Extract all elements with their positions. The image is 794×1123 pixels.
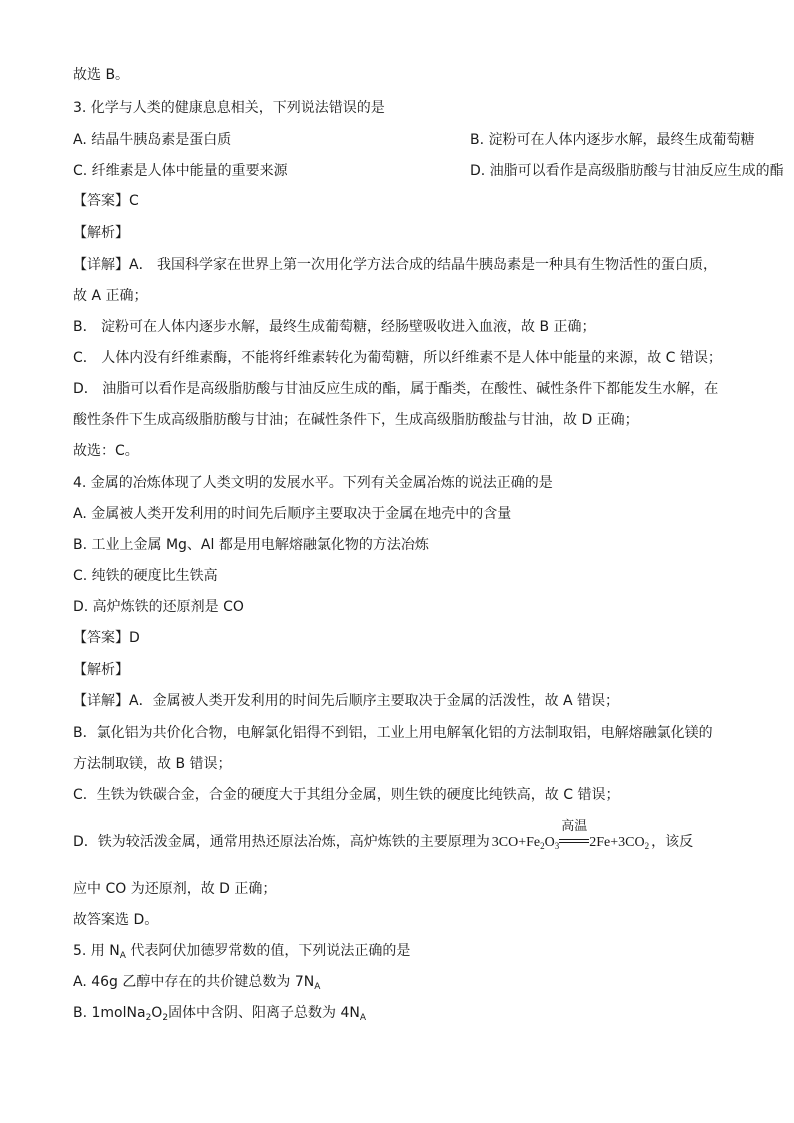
q3-option-row-2 bbox=[73, 161, 784, 181]
q4-stem: 4. 金属的冶炼体现了人类文明的发展水平。下列有关金属冶炼的说法正确的是 bbox=[73, 475, 553, 491]
eq-reactant-text-1: 3CO+Fe bbox=[491, 835, 541, 850]
q4-option-a: A. 金属被人类开发利用的时间先后顺序主要取决于金属在地壳中的含量 bbox=[73, 506, 512, 522]
q4-detail-line-6: 应中 CO 为还原剂，故 D 正确； bbox=[73, 881, 277, 897]
reaction-condition: 高温 bbox=[561, 818, 588, 834]
q4-detail-line-1: 【详解】A．金属被人类开发利用的时间先后顺序主要取决于金属的活泼性，故 A 错误； bbox=[73, 693, 620, 709]
q3-answer: 【答案】C bbox=[73, 193, 139, 209]
eq-reactant-text-2: O bbox=[544, 835, 555, 850]
q5-stem-text: 5. 用 N bbox=[73, 943, 120, 959]
q3-option-a: A. 结晶牛胰岛素是蛋白质 bbox=[73, 132, 232, 148]
q5-option-a-sub: A bbox=[314, 982, 321, 992]
q3-option-b: B. 淀粉可在人体内逐步水解，最终生成葡萄糖 bbox=[470, 132, 755, 148]
equals-bar-bottom bbox=[559, 842, 589, 843]
q3-detail-line-3: B． 淀粉可在人体内逐步水解，最终生成葡萄糖，经肠壁吸收进入血液，故 B 正确； bbox=[73, 319, 596, 335]
q5-stem bbox=[73, 941, 410, 966]
q3-analysis-title: 【解析】 bbox=[73, 225, 129, 241]
q4-option-d: D. 高炉炼铁的还原剂是 CO bbox=[73, 599, 244, 615]
q3-conclusion: 故选：C。 bbox=[73, 443, 139, 459]
previous-answer-line: 故选 B。 bbox=[73, 67, 130, 83]
eq-product-sub: 2 bbox=[644, 841, 650, 851]
q5-option-b-sub-3: A bbox=[359, 1013, 367, 1023]
q3-stem: 3. 化学与人类的健康息息相关，下列说法错误的是 bbox=[73, 100, 385, 116]
eq-product-text: 2Fe+3CO bbox=[589, 835, 645, 850]
equation-reactants bbox=[492, 835, 559, 850]
q4-detail-line-4: C．生铁为铁碳合金，合金的硬度大于其组分金属，则生铁的硬度比纯铁高，故 C 错误； bbox=[73, 787, 620, 803]
equation-products bbox=[589, 835, 649, 850]
q3-detail-line-1: 【详解】A． 我国科学家在世界上第一次用化学方法合成的结晶牛胰岛素是一种具有生物活性的蛋白质， bbox=[73, 257, 718, 273]
q5-option-a bbox=[73, 972, 320, 997]
q4-detail-line-2: B．氯化铝为共价化合物，电解氯化铝得不到铝，工业上用电解氧化铝的方法制取铝，电解熔融氯化镁的 bbox=[73, 725, 713, 741]
q5-option-b-sub-1: 2 bbox=[145, 1013, 152, 1023]
q5-stem-text-2: 代表阿伏加德罗常数的值，下列说法正确的是 bbox=[125, 943, 411, 959]
q5-option-b bbox=[73, 1003, 366, 1028]
q4-conclusion: 故答案选 D。 bbox=[73, 912, 159, 928]
eq-reactant-sub-2: 3 bbox=[554, 841, 560, 851]
q3-option-row-1 bbox=[73, 130, 755, 150]
q3-option-c: C. 纤维素是人体中能量的重要来源 bbox=[73, 163, 288, 179]
q5-option-b-text-2: O bbox=[151, 1005, 163, 1021]
q4-detail-5-tail: ，该反 bbox=[651, 834, 694, 850]
eq-reactant-sub-1: 2 bbox=[540, 841, 545, 851]
q5-option-a-text: A. 46g 乙醇中存在的共价键总数为 7N bbox=[73, 974, 315, 990]
q5-option-b-text: B. 1molNa bbox=[73, 1005, 146, 1021]
q4-detail-5-text: D．铁为较活泼金属，通常用热还原法冶炼，高炉炼铁的主要原理为 bbox=[73, 834, 490, 850]
q3-detail-line-4: C． 人体内没有纤维素酶，不能将纤维素转化为葡萄糖，所以纤维素不是人体中能量的来源，故 C 错误； bbox=[73, 350, 722, 366]
q3-detail-line-2: 故 A 正确； bbox=[73, 288, 148, 304]
equals-bar-top bbox=[559, 839, 589, 840]
q5-option-b-text-3: 固体中含阴、阳离子总数为 4N bbox=[168, 1005, 360, 1021]
q5-option-b-sub-2: 2 bbox=[162, 1013, 169, 1023]
reaction-condition-equals-sign bbox=[559, 818, 589, 853]
q3-detail-line-6: 酸性条件下生成高级脂肪酸与甘油；在碱性条件下，生成高级脂肪酸盐与甘油，故 D 正确； bbox=[73, 412, 639, 428]
q3-detail-line-5: D． 油脂可以看作是高级脂肪酸与甘油反应生成的酯，属于酯类，在酸性、碱性条件下都能发生水解，在 bbox=[73, 381, 719, 397]
q3-option-d: D. 油脂可以看作是高级脂肪酸与甘油反应生成的酯 bbox=[470, 163, 784, 179]
q4-analysis-title: 【解析】 bbox=[73, 662, 129, 678]
q4-detail-line-5 bbox=[73, 818, 694, 856]
q4-option-c: C. 纯铁的硬度比生铁高 bbox=[73, 568, 218, 584]
q5-stem-sub: A bbox=[119, 951, 126, 961]
q4-answer: 【答案】D bbox=[73, 630, 140, 646]
chemical-equation bbox=[491, 818, 650, 856]
q4-option-b: B. 工业上金属 Mg、Al 都是用电解熔融氯化物的方法冶炼 bbox=[73, 537, 429, 553]
q4-detail-line-3: 方法制取镁，故 B 错误； bbox=[73, 756, 232, 772]
